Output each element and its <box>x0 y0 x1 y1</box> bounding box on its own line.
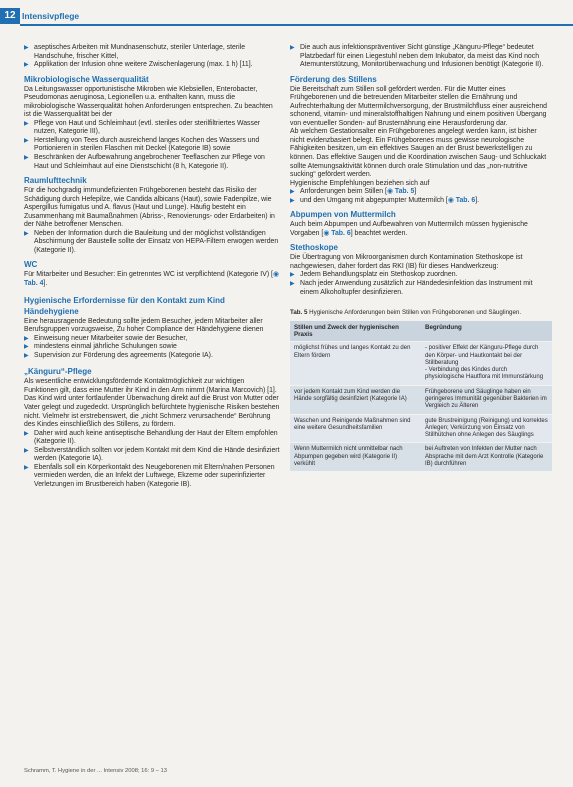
breastfeeding-list <box>290 188 552 205</box>
bullet-icon: ▶ <box>290 189 295 196</box>
table-reference-link[interactable]: Tab. 4 <box>24 280 44 288</box>
list-item: ▶ Anforderungen beim Stillen [◉ Tab. 5] <box>290 188 417 196</box>
list-item: ▶ Pflege von Haut und Schleimhaut (evtl. steriles oder sterilfiltriertes Wasser nutzen, Kategorie III), <box>24 119 261 136</box>
room-text: Für die hochgradig immundefizienten Frühgeborenen besteht das Risiko der Schädigung durch Hefepilze, wie Candida albicans (Haut), sowie Fadenpilze, wie Aspergillus fumigatus und A. flavus (Haut und Lunge). Häufig besteht ein Zusammenhang mit Baumaßnahmen (Abriss-, Renovierungs- oder Erdarbeiten) in der Nähe betroffener Menschen. <box>24 187 275 229</box>
table-cell: vor jedem Kontakt zum Kind werden die Hände sorgfältig desinfiziert (Kategorie IA) <box>290 385 421 414</box>
list-item: ▶ Nach jeder Anwendung zusätzlich zur Händedesinfektion das Instrument mit einem Alkoholtupfer desinfizieren. <box>290 280 533 296</box>
table-cell: möglichst frühes und langes Kontakt zu den Eltern fördern <box>290 342 421 385</box>
list-item: ▶ und den Umgang mit abgepumpter Muttermilch [◉ Tab. 6]. <box>290 196 480 204</box>
table-header-row <box>290 321 552 342</box>
water-list <box>24 120 280 171</box>
page-footer: Schramm, T. Hygiene in der ... Intensiv 2008; 16: 9 – 13 <box>24 768 167 774</box>
table-caption-text: Hygienische Anforderungen beim Stillen von Frühgeborenen und Säuglingen. <box>309 309 522 317</box>
bullet-icon: ▶ <box>290 281 295 288</box>
bullet-icon: ▶ <box>24 62 29 69</box>
wc-heading: WC <box>24 260 38 270</box>
table-row <box>290 342 552 385</box>
section-title: Intensivpflege <box>22 11 80 21</box>
arrow-icon: ◉ <box>386 188 395 196</box>
table-cell: - positiver Effekt der Känguru-Pflege durch den Körper- und Hautkontakt bei der Stillberatung - Verbindung des Kindes durch physiologische Hautflora mit Immunstärkung <box>421 342 552 385</box>
table-header-cell: Begründung <box>421 321 552 342</box>
arrow-icon: ◉ <box>323 229 332 237</box>
pumping-heading: Abpumpen von Muttermilch <box>290 210 396 220</box>
bullet-icon: ▶ <box>290 45 295 51</box>
bullet-icon: ▶ <box>24 45 29 51</box>
header-rule <box>20 24 573 26</box>
bullet-icon: ▶ <box>24 464 29 471</box>
bullet-icon: ▶ <box>290 272 295 279</box>
list-item: ▶ Supervision zur Förderung des agreements (Kategorie IA). <box>24 351 213 359</box>
breastfeeding-heading: Förderung des Stillens <box>290 74 377 84</box>
bullet-icon: ▶ <box>24 430 29 437</box>
table-cell: gute Brustreinigung (Reinigung) und korrektes Anlegen; Verkürzung von Einsatz von Stillhütchen ohne Anlegen des Säuglings <box>421 414 552 443</box>
wc-text: Für Mitarbeiter und Besucher: Ein getrenntes WC ist verpflichtend (Kategorie IV) [◉ Tab. 4]. <box>24 271 279 288</box>
table-label: Tab. 5 <box>290 309 308 317</box>
table-caption <box>290 309 552 317</box>
right-column <box>290 44 552 471</box>
kangaroo-heading: „Känguru“-Pflege <box>24 367 92 377</box>
bullet-icon: ▶ <box>24 352 29 359</box>
table-cell: Frühgeborene und Säuglinge haben ein geringeres Immunität gegenüber Bakterien im Vergleich zu Älteren <box>421 385 552 414</box>
bullet-icon: ▶ <box>24 230 29 237</box>
water-heading: Mikrobiologische Wasserqualität <box>24 74 149 84</box>
intro-list-right <box>290 44 552 70</box>
list-item: ▶ Selbstverständlich sollten vor jedem Kontakt mit dem Kind die Hände desinfiziert werden (Kategorie IA). <box>24 446 280 463</box>
arrow-icon: ◉ <box>272 271 279 279</box>
table-reference-link[interactable]: Tab. 6 <box>455 196 476 204</box>
contact-list <box>24 335 280 361</box>
arrow-icon: ◉ <box>447 196 456 204</box>
list-item: ▶ Applikation der Infusion ohne weitere Zwischenlagerung (max. 1 h) [11]. <box>24 61 253 69</box>
hand-hygiene-heading: Händehygiene <box>24 306 79 316</box>
table-cell: bei Auftreten von Infekten der Mutter nach Absprache mit dem Arzt Kontrolle (Kategorie IB) durchführen <box>421 443 552 471</box>
table-header-cell: Stillen und Zweck der hygienischen Praxis <box>290 321 421 342</box>
room-list <box>24 230 280 256</box>
contact-heading: Hygienische Erfordernisse für den Kontakt zum Kind <box>24 295 225 305</box>
hygiene-table <box>290 321 552 472</box>
water-text: Da Leitungswasser opportunistische Mikroben wie Klebsiellen, Enterobacter, Pseudomonas aeruginosa, Legionellen u.a. enthalten kann, muss die mikrobiologische Wasserqualität hohen Anforderungen entsprechen. Zu beachten ist die Wasserqualität bei der <box>24 85 273 119</box>
table-cell: Wenn Muttermilch nicht unmittelbar nach Abpumpen gegeben wird (Kategorie II) verkühlt <box>290 443 421 471</box>
page-header <box>0 8 573 24</box>
list-item: ▶ Ebenfalls soll ein Körperkontakt des Neugeborenen mit Eltern/nahen Personen vermieden werden, die an Infekt der Luftwege, Ekzeme oder superinfizierter Verletzungen im Brustbereich haben (Kategorie IB). <box>24 463 275 488</box>
list-item: ▶ aseptisches Arbeiten mit Mundnasenschutz, steriler Unterlage, sterile Handschuhe, frischer Kittel, <box>24 44 246 60</box>
list-item: ▶ Jedem Behandlungsplatz ein Stethoskop zuordnen. <box>290 271 458 279</box>
bullet-icon: ▶ <box>24 137 29 144</box>
pumping-text: Auch beim Abpumpen und Aufbewahren von Muttermilch müssen hygienische Vorgaben [◉ Tab. 6] beachtet werden. <box>290 221 528 237</box>
bullet-icon: ▶ <box>24 344 29 351</box>
bullet-icon: ▶ <box>290 197 295 204</box>
list-item: ▶ Beschränken der Aufbewahrung angebrochener Teeflaschen zur Pflege von Haut und Schleimhaut auf eine Dienstschicht (8 h, Kategorie II). <box>24 154 265 170</box>
left-column <box>24 44 280 489</box>
bullet-icon: ▶ <box>24 447 29 454</box>
bullet-icon: ▶ <box>24 120 29 127</box>
breastfeeding-text-1: Die Bereitschaft zum Stillen soll gefördert werden. Für die Mutter eines Frühgeborenen und die betreuenden Mitarbeiter stellen die Ernährung und Aufrechterhaltung der Muttermilchversorgung, der Brustmilchfluss einer ausreichend schonend, vitamin- und mineralstoffhaltigen Nahrung und einem positiven Übergang von eventueller Sonden- auf Brusternährung eine Herausforderung dar. <box>290 85 547 127</box>
table-cell: Waschen und Reinigende Maßnahmen sind eine weitere Gesundheitsfamilien <box>290 414 421 443</box>
page-number: 12 <box>0 8 20 24</box>
stethoscope-list <box>290 271 552 297</box>
stethoscope-heading: Stethoskope <box>290 243 339 253</box>
room-heading: Raumlufttechnik <box>24 176 87 186</box>
list-item: ▶ mindestens einmal jährliche Schulungen sowie <box>24 343 177 351</box>
kangaroo-text: Als wesentliche entwicklungsfördernde Kontaktmöglichkeit zur wichtigen Funktionen gilt, dass eine Mutter ihr Kind in den Arm nimmt (Marina Marcovich) [1]. Das Kind wird unter fortlaufender Überwachung direkt auf die Brust von Mutter oder Vater gelegt und zugedeckt. Ursprünglich befürchtete hygienische Risiken bestehen nicht. Vielmehr ist erstrebenswert, die „nicht Schmerz verursachende“ Berührung des Kindes einschließlich des Stillens, zu fördern. <box>24 378 280 429</box>
list-item: ▶ Neben der Information durch die Bauleitung und der möglichst vollständigen Abschirmung der Baustelle sollte der Einsatz von HEPA-Filtern erwogen werden (Kategorie II). <box>24 229 279 254</box>
intro-list <box>24 44 280 70</box>
table-row <box>290 414 552 443</box>
breastfeeding-text-2: Ab welchem Gestationsalter ein Frühgeborenes angelegt werden kann, ist bisher nicht evidenzbasiert belegt. Ein Frühgeborenes muss gewisse neurologische Fähigkeiten besitzen, um ein effektives Saugen an der Brust bewerkstelligen zu können. Das effektive Saugen und die Koordination zwischen Saug- und Schluckakt sollte Atemungsaktivität können durch orale Stimulation und das „non-nutritive sucking“ gefördert werden. <box>290 128 547 179</box>
bullet-icon: ▶ <box>24 155 29 162</box>
breastfeeding-text-3: Hygienische Empfehlungen beziehen sich auf <box>290 179 430 187</box>
table-row <box>290 443 552 471</box>
bullet-icon: ▶ <box>24 335 29 342</box>
stethoscope-text: Die Übertragung von Mikroorganismen durch Kontamination Stethoskope ist nachgewiesen, daher fordert das RKI (IB) für dieses Handwerkzeug: <box>290 254 523 270</box>
list-item: ▶ Die auch aus infektionspräventiver Sicht günstige „Känguru-Pflege“ bedeutet Platzbedarf für einen Liegestuhl neben dem Inkubator, da meist das Kind noch Atemunterstützung, Monitorüberwachung und Infusionen benötigt (Kategorie II). <box>290 44 544 69</box>
contact-text: Eine herausragende Bedeutung sollte jedem Besucher, jedem Mitarbeiter aller Berufsgruppen vorzugsweise, Zu hoher Compliance der Händehygiene dienen <box>24 317 264 334</box>
table-reference-link[interactable]: Tab. 5 <box>394 188 415 196</box>
table-row <box>290 385 552 414</box>
list-item: ▶ Daher wird auch keine antiseptische Behandlung der Haut der Eltern empfohlen (Kategorie II). <box>24 429 278 446</box>
table-reference-link[interactable]: Tab. 6 <box>331 229 351 237</box>
kangaroo-list <box>24 430 280 490</box>
list-item: ▶ Herstellung von Tees durch ausreichend langes Kochen des Wassers und Portionieren in sterilen Flaschen mit Deckel (Kategorie IB) sowie <box>24 136 260 153</box>
list-item: ▶ Einweisung neuer Mitarbeiter sowie der Besucher, <box>24 334 188 342</box>
